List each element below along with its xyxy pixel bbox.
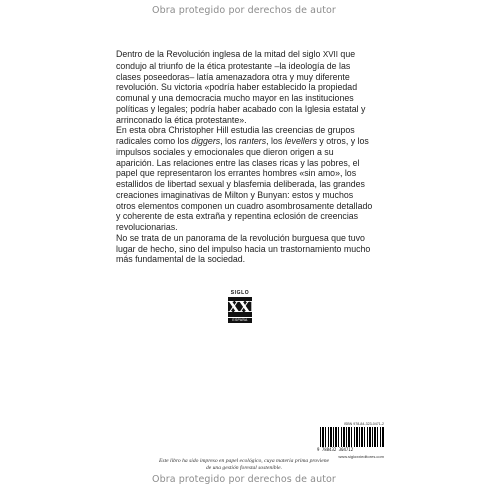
- copyright-watermark-top: Obra protegido por derechos de autor: [152, 5, 336, 16]
- barcode-block: [316, 422, 384, 459]
- blurb-paragraph-2: En esta obra Christopher Hill estudia las creencias de grupos radicales como los diggers, los ranters, los levellers y otros, y los impulsos sociales y emocionales que dieron origen a su aparición. Las relaciones entre las clases ricas y las pobres, el papel que representaron los errantes hombres «sin amo», los estallidos de libertad sexual y blasfemia deliberada, las grandes creaciones imaginativas de Milton y Bunyan: estos y muchos otros elementos componen un cuadro asombrosamente detallado y coherente de esta extraña y repentina eclosión de creencias revolucionarias.: [116, 125, 373, 232]
- barcode-icon: [320, 427, 384, 447]
- blurb-paragraph-3: No se trata de un panorama de la revolución burguesa que tuvo lugar de hecho, sino del impulso hacia un trastornamiento mucho más fundamental de la sociedad.: [116, 232, 371, 265]
- barcode-digits: 9 788432 304712: [317, 447, 354, 452]
- term-levellers: levellers: [284, 136, 317, 146]
- logo-word: SIGLO: [230, 290, 250, 296]
- publisher-logo: [228, 290, 256, 323]
- eco-paper-note: Este libro ha sido impreso en papel ecológico, cuya materia prima proviene de una gestión forestal sostenible.: [159, 458, 329, 471]
- publisher-url: www.sigloxxieditores.com: [338, 454, 384, 459]
- blurb-paragraph-1: Dentro de la Revolución inglesa de la mitad del siglo XVII que condujo al triunfo de la ética protestante –la ideología de las clases poseedoras– latía amenazadora otra y muy diferente revolución. Su victoria «podría haber establecido la propiedad comunal y una democracia mucho mayor en las instituciones políticas y legales; podría haber acabado con la Iglesia estatal y arrinconado la ética protestante».: [116, 49, 366, 125]
- isbn-label: ISBN 978-84-323-0471-2: [343, 422, 384, 426]
- logo-subtitle: ESPAÑA: [228, 318, 252, 323]
- term-diggers: diggers: [191, 136, 221, 146]
- logo-mark: XXI: [228, 298, 256, 316]
- back-cover-blurb: [116, 49, 374, 265]
- copyright-watermark-bottom: Obra protegido por derechos de autor: [152, 474, 336, 485]
- century-numeral: XVII: [322, 50, 338, 59]
- term-ranters: ranters: [238, 136, 267, 146]
